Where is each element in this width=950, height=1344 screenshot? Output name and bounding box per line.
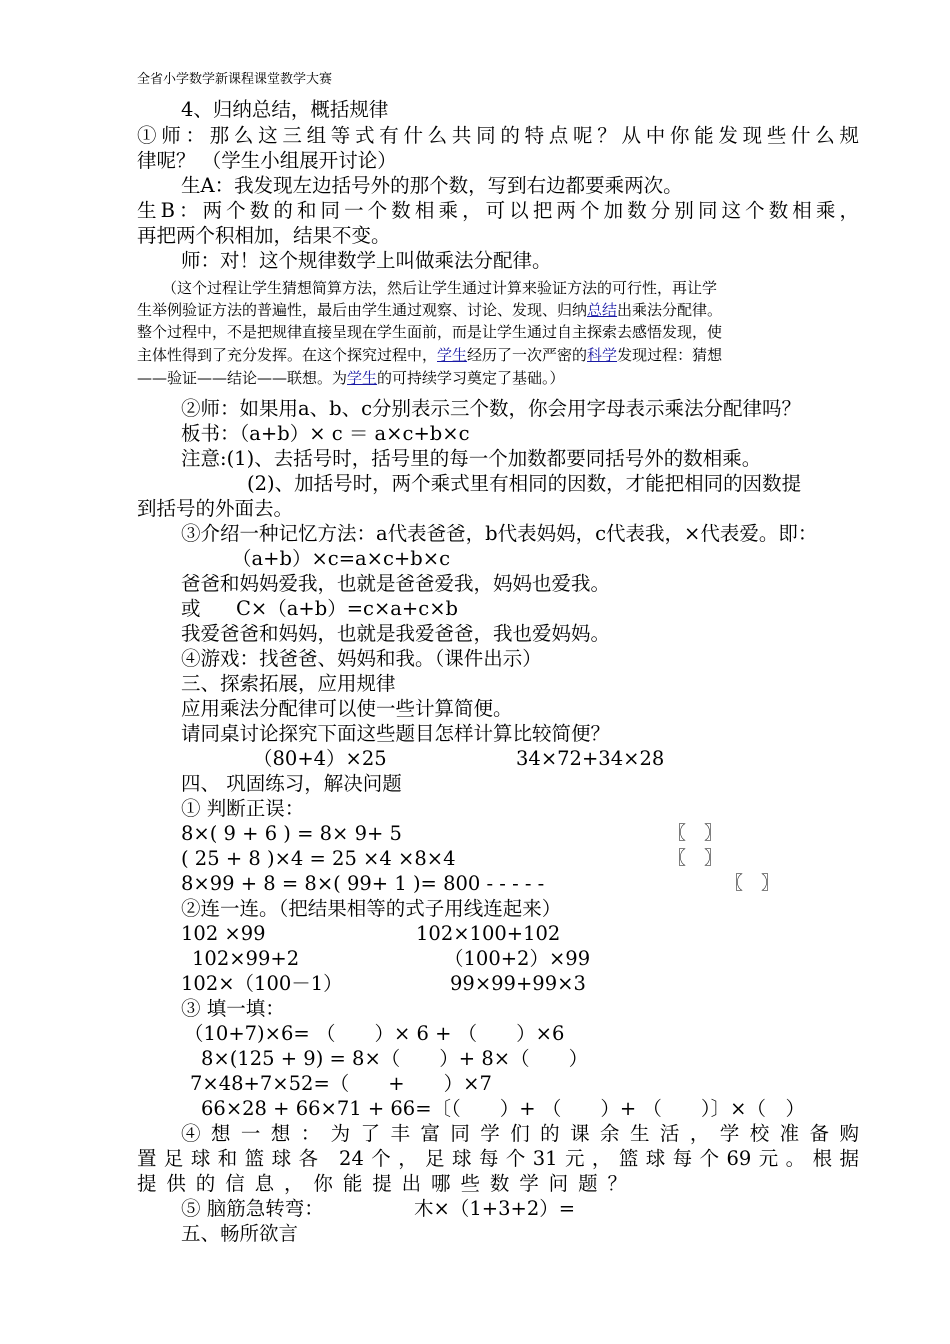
fill-item-4: 66×28 + 66×71 + 66=〔（ ）+ （ ）+ （ ）〕×（ ） (201, 1097, 805, 1120)
student-b-answer-2: 再把两个积相加，结果不变。 (137, 224, 391, 247)
connect-right-2: （100+2）×99 (444, 947, 591, 970)
judge-title: ① 判断正误： (181, 797, 305, 820)
attention-2: (2)、加括号时，两个乘式里有相同的因数，才能把相同的因数提 (247, 472, 802, 495)
explore-expr-2: 34×72+34×28 (516, 747, 665, 770)
link-student[interactable]: 学生 (437, 346, 468, 364)
game-line: ④游戏：找爸爸、妈妈和我。（课件出示） (181, 647, 542, 670)
note-line-5: ——验证——结论——联想。为学生的可持续学习奠定了基础。） (137, 369, 565, 387)
or-label: 或 (181, 597, 201, 620)
explore-expr-1: （80+4）×25 (253, 747, 387, 770)
connect-right-1: 102×100+102 (416, 922, 561, 945)
formula-1: （a+b）×c=a×c+b×c (232, 547, 451, 570)
reading-1: 爸爸和妈妈爱我，也就是爸爸爱我，妈妈也爱我。 (181, 572, 611, 595)
fill-item-3: 7×48+7×52=（ + ）×7 (190, 1072, 492, 1095)
connect-right-3: 99×99+99×3 (450, 972, 586, 995)
judge-item-3: 8×99 + 8 = 8×( 99+ 1 )= 800 - - - - - (181, 872, 545, 895)
answer-bracket-3[interactable]: 〖 〗 (725, 873, 779, 894)
section-title-practice: 四、 巩固练习，解决问题 (181, 772, 402, 795)
teacher-question-2: ②师：如果用a、b、c分别表示三个数，你会用字母表示乘法分配律吗？ (181, 397, 802, 420)
section-title-share: 五、畅所欲言 (181, 1222, 299, 1245)
note-line-3: 整个过程中，不是把规律直接呈现在学生面前，而是让学生通过自主探索去感悟发现，使 (137, 323, 723, 341)
page-header: 全省小学数学新课程课堂教学大赛 (137, 72, 333, 87)
memory-method: ③介绍一种记忆方法：a代表爸爸，b代表妈妈，c代表我，×代表爱。即： (181, 522, 818, 545)
attention-3: 到括号的外面去。 (137, 497, 294, 520)
note-line-1: （这个过程让学生猜想简算方法，然后让学生通过计算来验证方法的可行性，再让学 (162, 279, 718, 297)
section-title-explore: 三、探索拓展，应用规律 (181, 672, 396, 695)
formula-2: C×（a+b）=c×a+c×b (236, 597, 459, 620)
explore-line-2: 请同桌讨论探究下面这些题目怎样计算比较简便？ (181, 722, 611, 745)
note-line-4: 主体性得到了充分发挥。在这个探究过程中，学生经历了一次严密的科学发现过程：猜想 (137, 346, 723, 364)
student-a-answer: 生A：我发现左边括号外的那个数，写到右边都要乘两次。 (181, 174, 683, 197)
fill-item-2: 8×(125 + 9) = 8×（ ）+ 8×（ ） (201, 1047, 589, 1070)
brain-teaser-expr: 木×（1+3+2）= (414, 1197, 576, 1220)
connect-left-2: 102×99+2 (192, 947, 300, 970)
link-student-2[interactable]: 学生 (347, 369, 378, 387)
fill-title: ③ 填一填： (181, 997, 285, 1020)
fill-item-1: （10+7)×6= （ ）× 6 + （ ）×6 (184, 1022, 565, 1045)
link-science[interactable]: 科学 (587, 346, 618, 364)
note-line-2: 生举例验证方法的普遍性，最后由学生通过观察、讨论、发现、归纳总结出乘法分配律。 (137, 301, 723, 319)
board-writing: 板书：（a+b）× c ＝ a×c+b×c (181, 422, 470, 445)
explore-line-1: 应用乘法分配律可以使一些计算简便。 (181, 697, 513, 720)
student-b-answer-1: 生B：两个数的和同一个数相乘，可以把两个加数分别同这个数相乘， (137, 199, 859, 222)
connect-left-1: 102 ×99 (181, 922, 266, 945)
attention-1: 注意:(1)、去括号时，括号里的每一个加数都要同括号外的数相乘。 (181, 447, 762, 470)
think-line-3: 提供的信息，你能提出哪些数学问题？ (137, 1172, 627, 1195)
connect-title: ②连一连。（把结果相等的式子用线连起来） (181, 897, 562, 920)
connect-left-3: 102×（100－1） (181, 972, 343, 995)
brain-teaser-label: ⑤ 脑筋急转弯： (181, 1197, 324, 1220)
teacher-question-1a: ①师：那么这三组等式有什么共同的特点呢？从中你能发现些什么规 (137, 124, 859, 147)
section-title-summary: 4、归纳总结，概括规律 (181, 98, 389, 121)
think-line-1: ④想一想：为了丰富同学们的课余生活，学校准备购 (181, 1122, 859, 1145)
teacher-conclusion: 师：对！这个规律数学上叫做乘法分配律。 (181, 249, 552, 272)
link-summary[interactable]: 总结 (587, 301, 618, 319)
judge-item-2: ( 25 + 8 )×4 = 25 ×4 ×8×4 (181, 847, 456, 870)
judge-item-1: 8×( 9 + 6 ) = 8× 9+ 5 (181, 822, 402, 845)
teacher-question-1b: 律呢？ （学生小组展开讨论） (137, 149, 397, 172)
think-line-2: 置足球和篮球各 24个，足球每个31元，篮球每个69元。根据 (137, 1147, 859, 1170)
answer-bracket-2[interactable]: 〖 〗 (668, 848, 722, 869)
answer-bracket-1[interactable]: 〖 〗 (668, 823, 722, 844)
reading-2: 我爱爸爸和妈妈，也就是我爱爸爸，我也爱妈妈。 (181, 622, 611, 645)
